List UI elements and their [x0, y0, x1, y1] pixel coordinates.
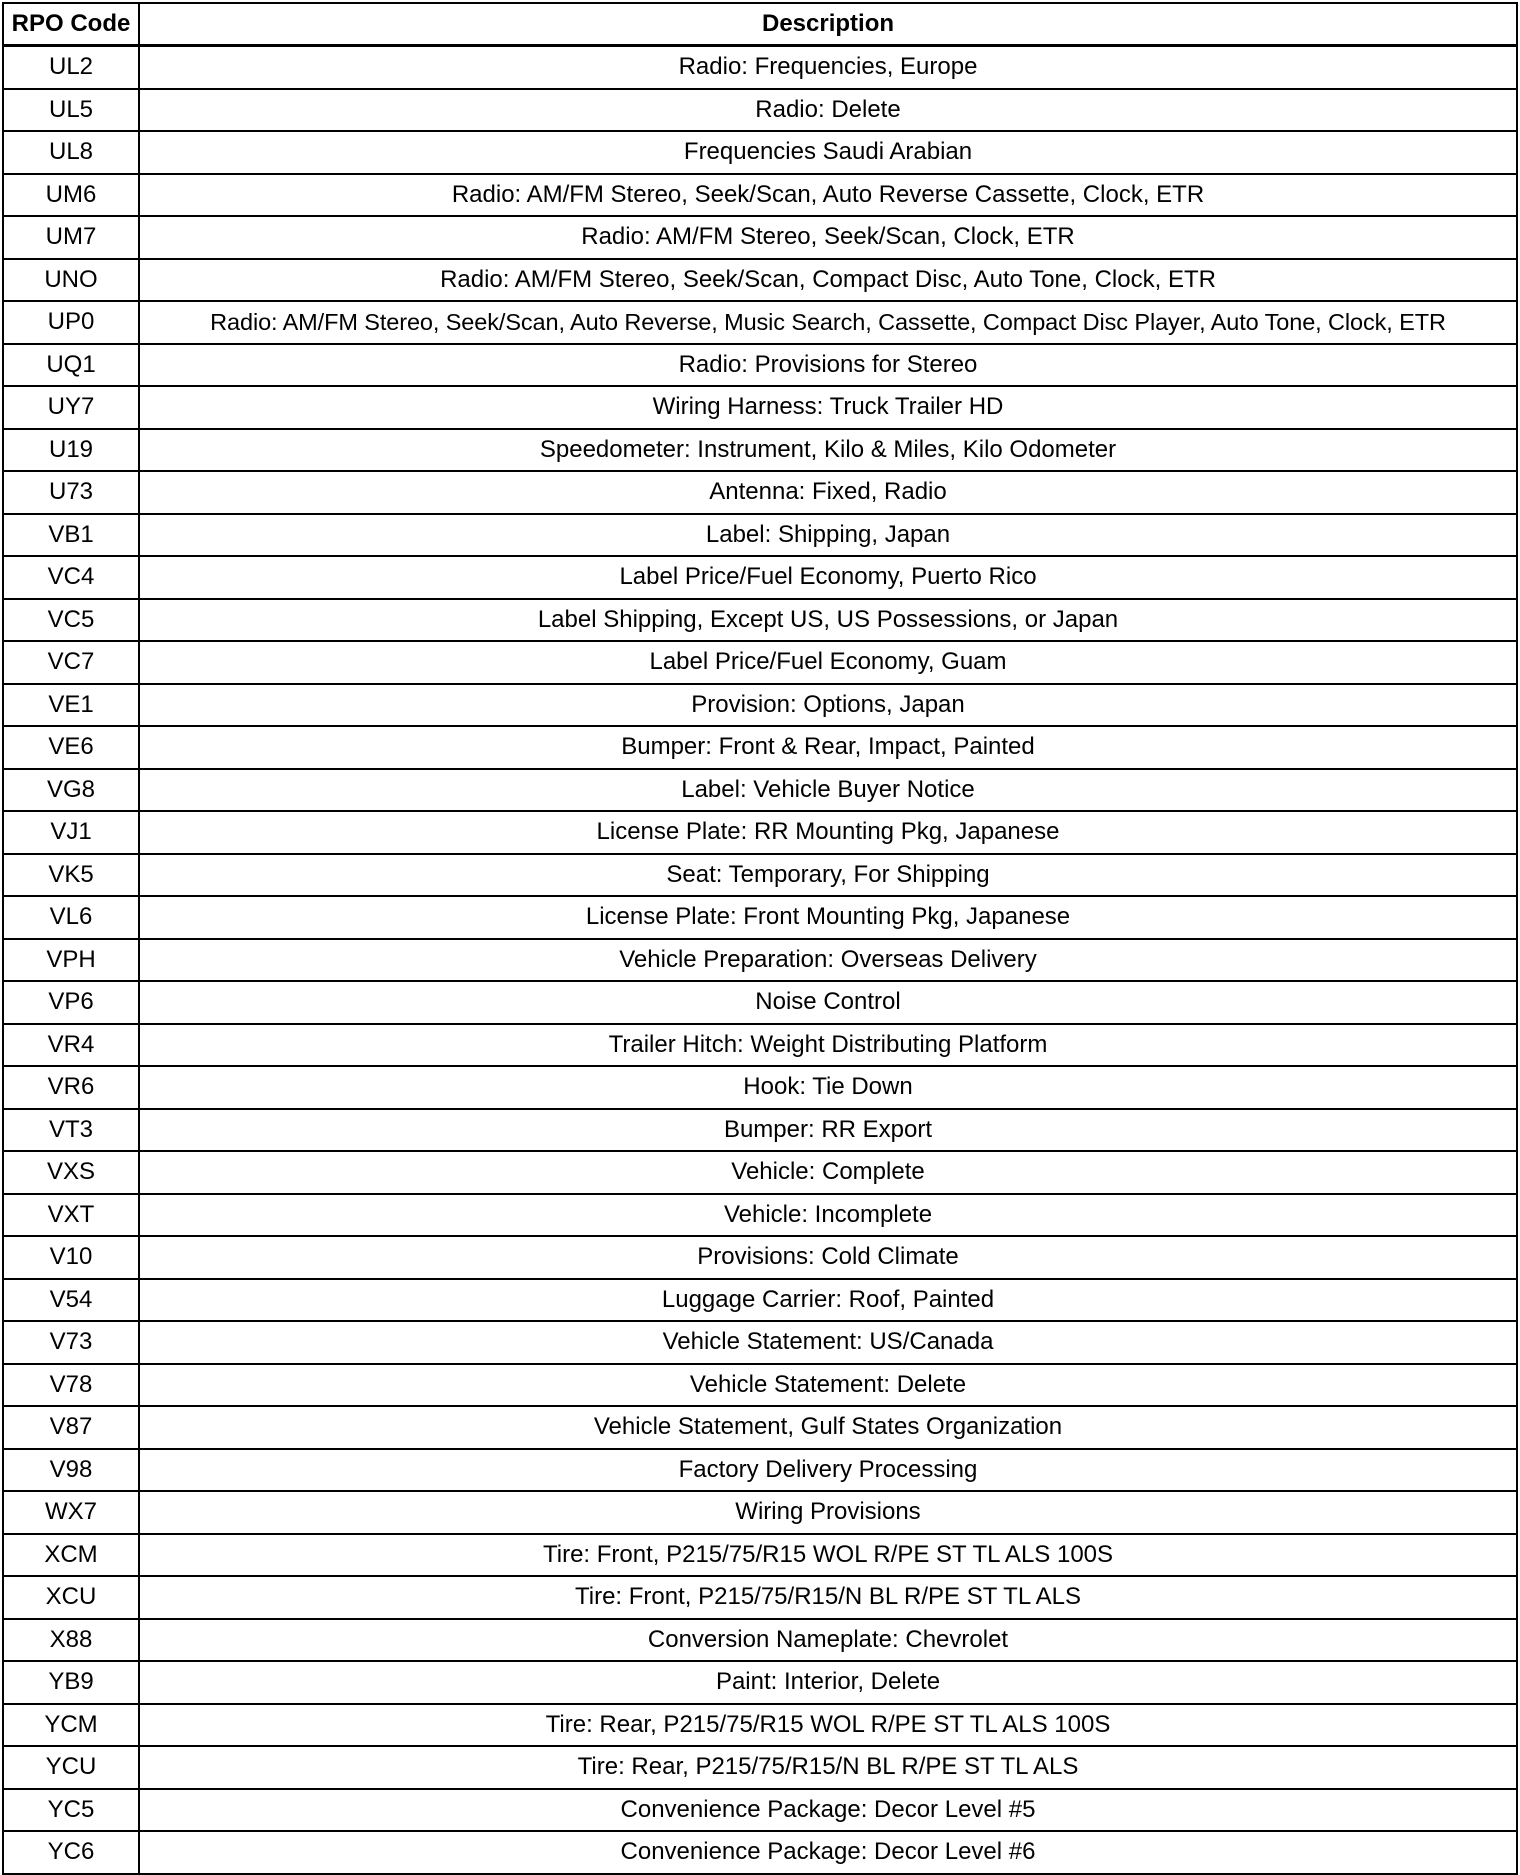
table-row: [3, 1576, 1517, 1619]
table-body: [3, 46, 1517, 1874]
table-row: [3, 1491, 1517, 1534]
rpo-code-cell: VP6: [3, 981, 139, 1024]
table-row: [3, 174, 1517, 217]
table-row: [3, 684, 1517, 727]
description-cell: Frequencies Saudi Arabian: [139, 131, 1517, 174]
description-cell: Bumper: RR Export: [139, 1109, 1517, 1152]
table-row: [3, 344, 1517, 387]
description-cell: Vehicle Statement: Delete: [139, 1364, 1517, 1407]
description-cell: Paint: Interior, Delete: [139, 1661, 1517, 1704]
table-row: [3, 1406, 1517, 1449]
table-row: [3, 1321, 1517, 1364]
rpo-code-cell: VE6: [3, 726, 139, 769]
description-cell: Tire: Rear, P215/75/R15/N BL R/PE ST TL ALS: [139, 1746, 1517, 1789]
table-row: [3, 1194, 1517, 1237]
description-cell: Radio: AM/FM Stereo, Seek/Scan, Auto Reverse, Music Search, Cassette, Compact Disc Player, Auto Tone, Clock, ETR: [139, 301, 1517, 344]
description-cell: License Plate: RR Mounting Pkg, Japanese: [139, 811, 1517, 854]
table-header-row: [3, 3, 1517, 46]
table-row: [3, 981, 1517, 1024]
rpo-code-cell: V73: [3, 1321, 139, 1364]
table-row: [3, 599, 1517, 642]
table-row: [3, 726, 1517, 769]
rpo-code-cell: WX7: [3, 1491, 139, 1534]
rpo-code-cell: UL5: [3, 89, 139, 132]
rpo-code-cell: YCM: [3, 1704, 139, 1747]
rpo-code-cell: UNO: [3, 259, 139, 302]
table-row: [3, 1236, 1517, 1279]
rpo-code-cell: V98: [3, 1449, 139, 1492]
description-cell: Label Shipping, Except US, US Possessions, or Japan: [139, 599, 1517, 642]
description-cell: Luggage Carrier: Roof, Painted: [139, 1279, 1517, 1322]
table-row: [3, 1746, 1517, 1789]
table-row: [3, 471, 1517, 514]
rpo-code-cell: VL6: [3, 896, 139, 939]
rpo-code-cell: UL2: [3, 46, 139, 89]
rpo-code-cell: U73: [3, 471, 139, 514]
rpo-code-cell: VK5: [3, 854, 139, 897]
rpo-code-cell: UL8: [3, 131, 139, 174]
table-row: [3, 301, 1517, 344]
rpo-code-cell: VR6: [3, 1066, 139, 1109]
table-row: [3, 769, 1517, 812]
rpo-code-cell: V87: [3, 1406, 139, 1449]
description-cell: License Plate: Front Mounting Pkg, Japanese: [139, 896, 1517, 939]
rpo-code-cell: V78: [3, 1364, 139, 1407]
rpo-code-cell: VR4: [3, 1024, 139, 1067]
rpo-code-cell: YC5: [3, 1789, 139, 1832]
description-cell: Tire: Front, P215/75/R15 WOL R/PE ST TL ALS 100S: [139, 1534, 1517, 1577]
table-row: [3, 1704, 1517, 1747]
table-row: [3, 1831, 1517, 1874]
description-cell: Radio: Frequencies, Europe: [139, 46, 1517, 89]
rpo-code-cell: VPH: [3, 939, 139, 982]
rpo-code-cell: VXT: [3, 1194, 139, 1237]
table-row: [3, 556, 1517, 599]
description-cell: Conversion Nameplate: Chevrolet: [139, 1619, 1517, 1662]
table-row: [3, 1661, 1517, 1704]
rpo-code-cell: UY7: [3, 386, 139, 429]
table-row: [3, 1534, 1517, 1577]
table-row: [3, 429, 1517, 472]
rpo-code-table: [2, 2, 1518, 1875]
description-cell: Vehicle Statement: US/Canada: [139, 1321, 1517, 1364]
table-row: [3, 1789, 1517, 1832]
table-row: [3, 1449, 1517, 1492]
rpo-code-cell: VB1: [3, 514, 139, 557]
rpo-code-cell: U19: [3, 429, 139, 472]
rpo-code-cell: VT3: [3, 1109, 139, 1152]
table-row: [3, 811, 1517, 854]
table-row: [3, 1364, 1517, 1407]
rpo-code-cell: X88: [3, 1619, 139, 1662]
table-row: [3, 1024, 1517, 1067]
table-row: [3, 89, 1517, 132]
rpo-code-document: [2, 2, 1518, 1875]
description-cell: Label: Shipping, Japan: [139, 514, 1517, 557]
rpo-code-cell: VC5: [3, 599, 139, 642]
table-row: [3, 1151, 1517, 1194]
rpo-code-cell: VJ1: [3, 811, 139, 854]
description-cell: Vehicle: Complete: [139, 1151, 1517, 1194]
rpo-code-cell: XCU: [3, 1576, 139, 1619]
description-cell: Provision: Options, Japan: [139, 684, 1517, 727]
column-header-description: Description: [139, 3, 1517, 46]
rpo-code-cell: VC7: [3, 641, 139, 684]
description-cell: Radio: AM/FM Stereo, Seek/Scan, Compact Disc, Auto Tone, Clock, ETR: [139, 259, 1517, 302]
rpo-code-cell: VXS: [3, 1151, 139, 1194]
description-cell: Bumper: Front & Rear, Impact, Painted: [139, 726, 1517, 769]
rpo-code-cell: YCU: [3, 1746, 139, 1789]
description-cell: Antenna: Fixed, Radio: [139, 471, 1517, 514]
table-row: [3, 1619, 1517, 1662]
rpo-code-cell: UP0: [3, 301, 139, 344]
description-cell: Vehicle: Incomplete: [139, 1194, 1517, 1237]
table-row: [3, 939, 1517, 982]
description-cell: Convenience Package: Decor Level #6: [139, 1831, 1517, 1874]
table-row: [3, 514, 1517, 557]
description-cell: Vehicle Preparation: Overseas Delivery: [139, 939, 1517, 982]
table-row: [3, 1279, 1517, 1322]
description-cell: Hook: Tie Down: [139, 1066, 1517, 1109]
description-cell: Label Price/Fuel Economy, Puerto Rico: [139, 556, 1517, 599]
table-row: [3, 641, 1517, 684]
rpo-code-cell: VG8: [3, 769, 139, 812]
rpo-code-cell: UM7: [3, 216, 139, 259]
description-cell: Wiring Provisions: [139, 1491, 1517, 1534]
table-row: [3, 1109, 1517, 1152]
rpo-code-cell: YB9: [3, 1661, 139, 1704]
description-cell: Radio: Delete: [139, 89, 1517, 132]
description-cell: Radio: Provisions for Stereo: [139, 344, 1517, 387]
table-row: [3, 46, 1517, 89]
description-cell: Wiring Harness: Truck Trailer HD: [139, 386, 1517, 429]
description-cell: Speedometer: Instrument, Kilo & Miles, Kilo Odometer: [139, 429, 1517, 472]
description-cell: Radio: AM/FM Stereo, Seek/Scan, Auto Reverse Cassette, Clock, ETR: [139, 174, 1517, 217]
description-cell: Tire: Front, P215/75/R15/N BL R/PE ST TL ALS: [139, 1576, 1517, 1619]
description-cell: Label: Vehicle Buyer Notice: [139, 769, 1517, 812]
rpo-code-cell: YC6: [3, 1831, 139, 1874]
table-row: [3, 386, 1517, 429]
description-cell: Vehicle Statement, Gulf States Organization: [139, 1406, 1517, 1449]
rpo-code-cell: V54: [3, 1279, 139, 1322]
table-row: [3, 259, 1517, 302]
column-header-rpo-code: RPO Code: [3, 3, 139, 46]
description-cell: Radio: AM/FM Stereo, Seek/Scan, Clock, ETR: [139, 216, 1517, 259]
description-cell: Factory Delivery Processing: [139, 1449, 1517, 1492]
description-cell: Tire: Rear, P215/75/R15 WOL R/PE ST TL ALS 100S: [139, 1704, 1517, 1747]
description-cell: Provisions: Cold Climate: [139, 1236, 1517, 1279]
rpo-code-cell: XCM: [3, 1534, 139, 1577]
description-cell: Noise Control: [139, 981, 1517, 1024]
table-row: [3, 216, 1517, 259]
description-cell: Label Price/Fuel Economy, Guam: [139, 641, 1517, 684]
rpo-code-cell: UQ1: [3, 344, 139, 387]
description-cell: Trailer Hitch: Weight Distributing Platform: [139, 1024, 1517, 1067]
description-cell: Seat: Temporary, For Shipping: [139, 854, 1517, 897]
table-row: [3, 131, 1517, 174]
rpo-code-cell: UM6: [3, 174, 139, 217]
rpo-code-cell: VC4: [3, 556, 139, 599]
table-row: [3, 854, 1517, 897]
table-row: [3, 896, 1517, 939]
rpo-code-cell: V10: [3, 1236, 139, 1279]
table-row: [3, 1066, 1517, 1109]
description-cell: Convenience Package: Decor Level #5: [139, 1789, 1517, 1832]
rpo-code-cell: VE1: [3, 684, 139, 727]
